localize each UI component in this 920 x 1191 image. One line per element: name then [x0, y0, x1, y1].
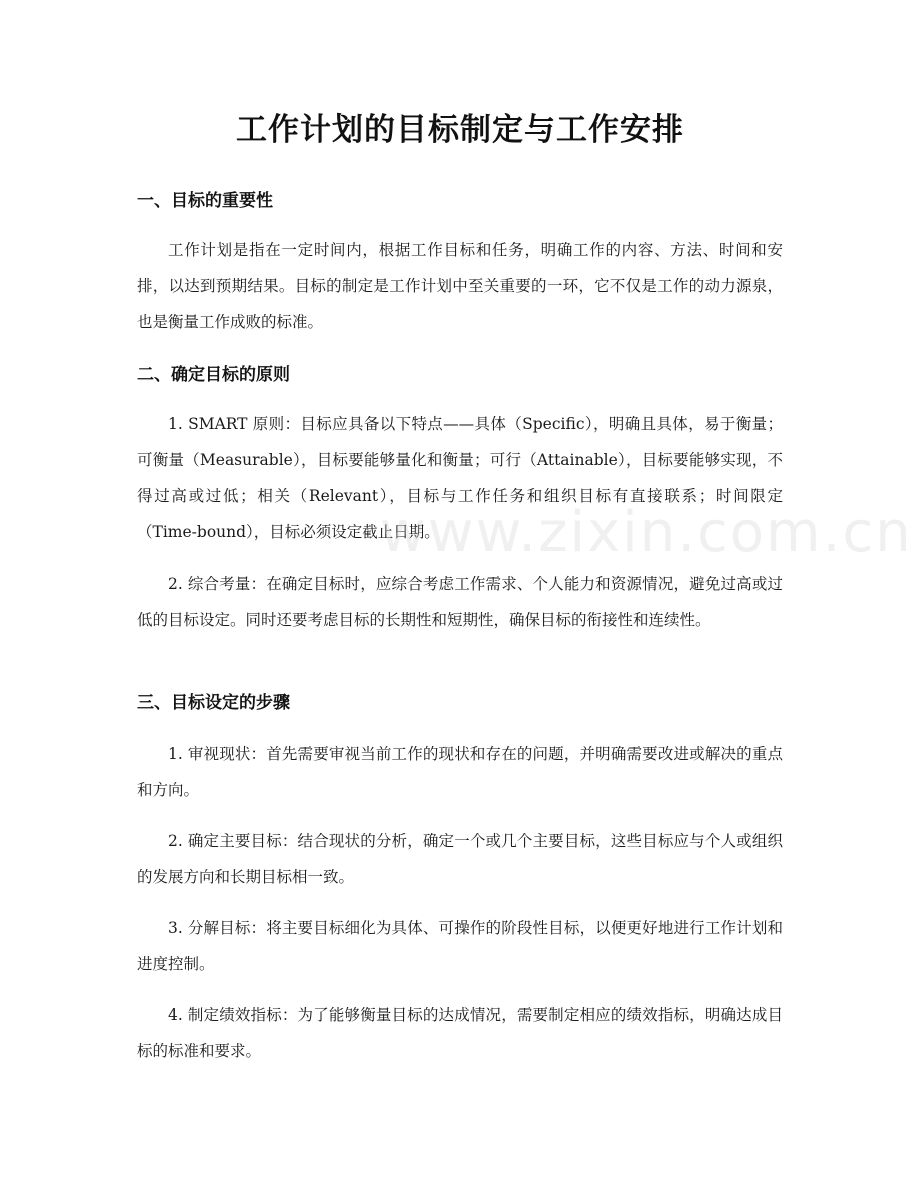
- paragraph-step-main-goal: 2. 确定主要目标：结合现状的分析，确定一个或几个主要目标，这些目标应与个人或组织的发展方向和长期目标相一致。: [137, 832, 783, 886]
- paragraph-smart-principle: 1. SMART 原则：目标应具备以下特点——具体（Specific），明确且具体，易于衡量；可衡量（Measurable），目标要能够量化和衡量；可行（Attainable），目标要能够实现，不得过高或过低；相关（Relevant），目标与工作任务和组织目标有直接联系；时间限定（Time-bound），目标必须设定截止日期。: [137, 415, 783, 541]
- paragraph-step-review: 1. 审视现状：首先需要审视当前工作的现状和存在的问题，并明确需要改进或解决的重点和方向。: [137, 745, 783, 799]
- paragraph-step-kpi: 4. 制定绩效指标：为了能够衡量目标的达成情况，需要制定相应的绩效指标，明确达成目标的标准和要求。: [137, 1006, 783, 1060]
- section-heading-principles: 二、确定目标的原则: [137, 365, 290, 385]
- watermark-text: www.zixin.com.cn: [380, 500, 913, 565]
- paragraph-step-decompose: 3. 分解目标：将主要目标细化为具体、可操作的阶段性目标，以便更好地进行工作计划和进度控制。: [137, 919, 783, 973]
- paragraph-importance: 工作计划是指在一定时间内，根据工作目标和任务，明确工作的内容、方法、时间和安排，以达到预期结果。目标的制定是工作计划中至关重要的一环，它不仅是工作的动力源泉，也是衡量工作成败的标准。: [137, 241, 783, 331]
- document-title: 工作计划的目标制定与工作安排: [236, 112, 684, 148]
- paragraph-comprehensive-consideration: 2. 综合考量：在确定目标时，应综合考虑工作需求、个人能力和资源情况，避免过高或过低的目标设定。同时还要考虑目标的长期性和短期性，确保目标的衔接性和连续性。: [137, 575, 783, 629]
- section-heading-importance: 一、目标的重要性: [137, 191, 273, 211]
- section-heading-steps: 三、目标设定的步骤: [137, 693, 290, 713]
